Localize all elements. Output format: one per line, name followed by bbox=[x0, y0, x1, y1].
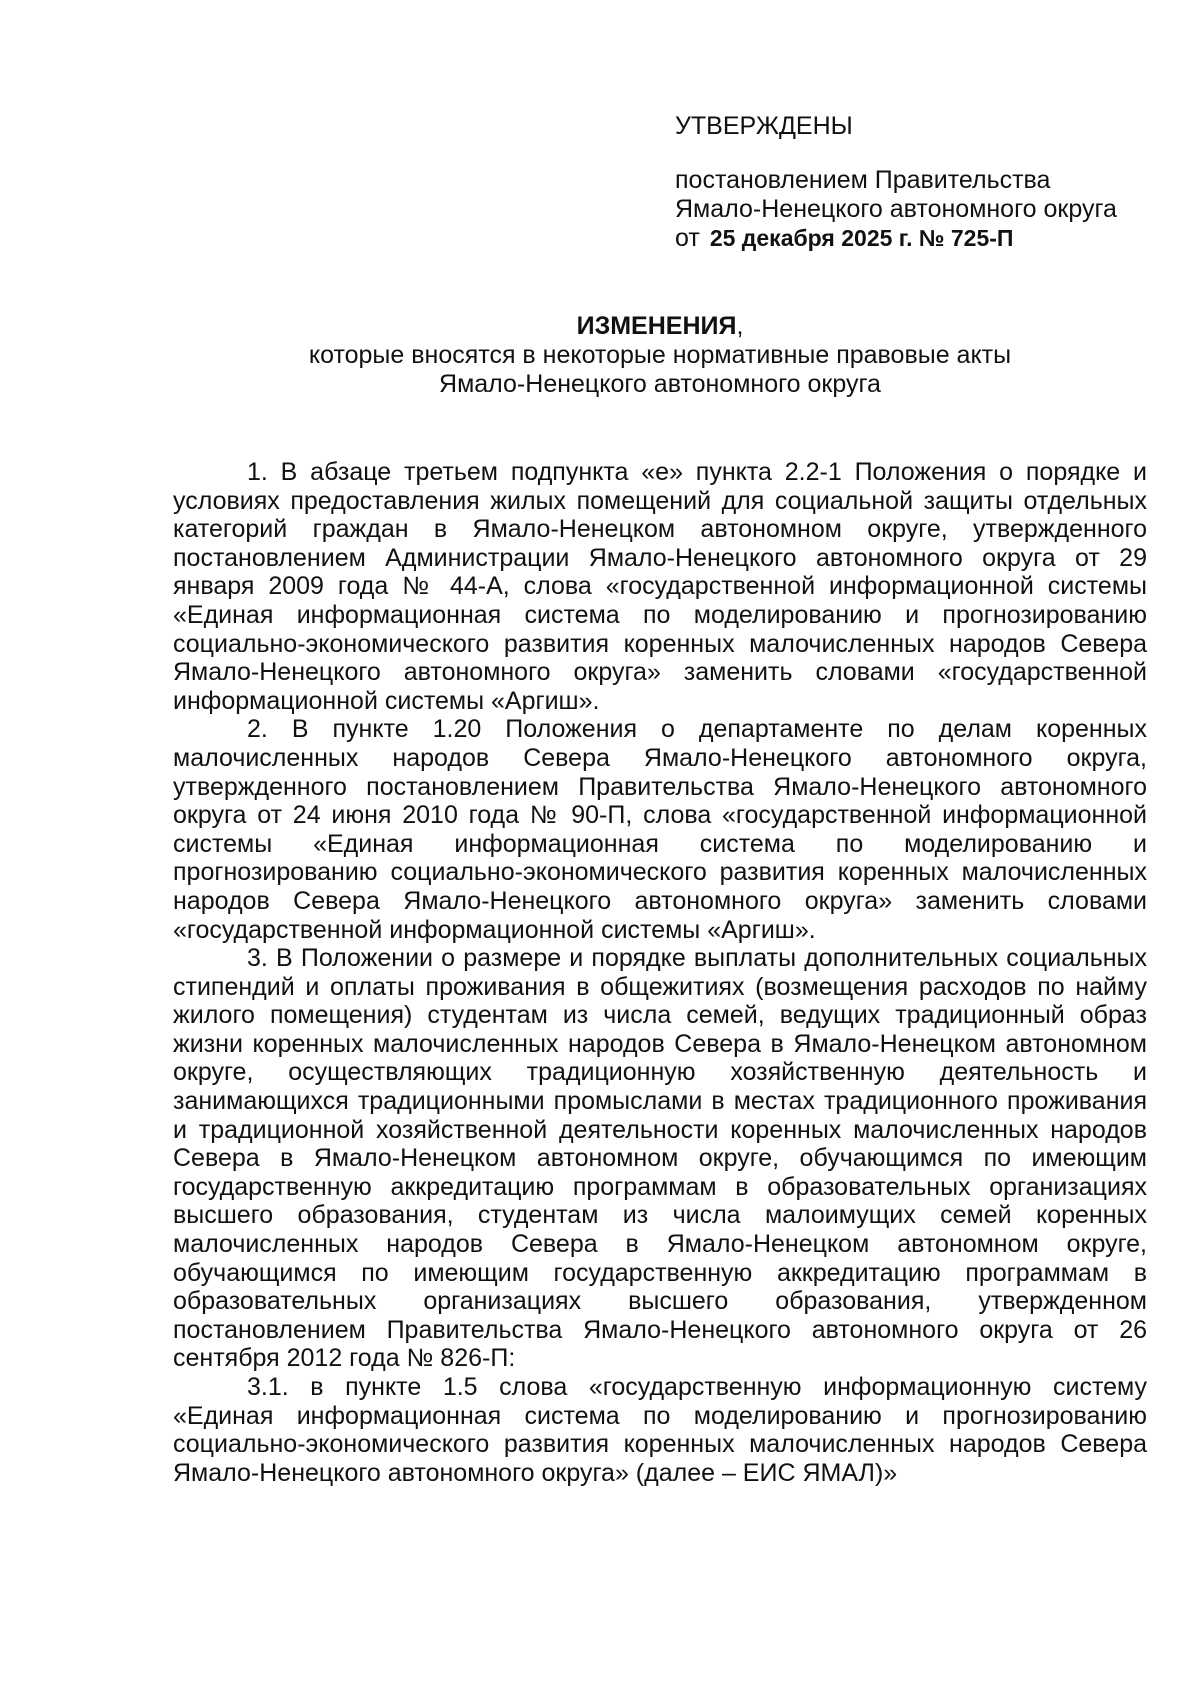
heading-title-suffix: , bbox=[736, 312, 744, 340]
approval-line-1: постановлением Правительства bbox=[675, 166, 1051, 194]
document-heading bbox=[0, 312, 1200, 399]
approval-date: 25 декабря 2025 г. № 725-П bbox=[709, 225, 1014, 251]
heading-line-2: которые вносятся в некоторые нормативные правовые акты bbox=[308, 341, 1012, 369]
heading-title: ИЗМЕНЕНИЯ bbox=[576, 312, 737, 340]
heading-title-line bbox=[0, 312, 1200, 341]
paragraph-3-1: 3.1. в пункте 1.5 слова «государственную информационную систему «Единая информационная система по моделированию и прогнозированию социально-экономического развития коренных малочисленных народов Севера Ямало-Ненецкого автономного округа» (далее – ЕИС ЯМАЛ)» bbox=[173, 1373, 1147, 1487]
approval-line-2: Ямало-Ненецкого автономного округа bbox=[675, 195, 1117, 223]
heading-line-3: Ямало-Ненецкого автономного округа bbox=[439, 370, 881, 398]
approval-stamp: УТВЕРЖДЕНЫ bbox=[675, 112, 853, 140]
paragraph-2: 2. В пункте 1.20 Положения о департаменте по делам коренных малочисленных народов Севера Ямало-Ненецкого автономного округа, утвержденного постановлением Правительства Ямало-Ненецкого автономного округа от 24 июня 2010 года № 90-П, слова «государственной информационной системы «Единая информационная система по моделированию и прогнозированию социально-экономического развития коренных малочисленных народов Севера Ямало-Ненецкого автономного округа» заменить словами «государственной информационной системы «Аргиш». bbox=[173, 715, 1147, 944]
document-body bbox=[173, 458, 1147, 1487]
approval-date-line bbox=[675, 224, 1175, 253]
approval-date-prefix: от bbox=[675, 224, 700, 252]
approval-block bbox=[675, 112, 1175, 253]
paragraph-3: 3. В Положении о размере и порядке выплаты дополнительных социальных стипендий и оплаты проживания в общежитиях (возмещения расходов по найму жилого помещения) студентам из числа семей, ведущих традиционный образ жизни коренных малочисленных народов Севера в Ямало-Ненецком автономном округе, осуществляющих традиционную хозяйственную деятельность и занимающихся традиционными промыслами в местах традиционного проживания и традиционной хозяйственной деятельности коренных малочисленных народов Севера в Ямало-Ненецком автономном округе, обучающимся по имеющим государственную аккредитацию программам в образовательных организациях высшего образования, студентам из числа малоимущих семей коренных малочисленных народов Севера в Ямало-Ненецком автономном округе, обучающимся по имеющим государственную аккредитацию программам в образовательных организациях высшего образования, утвержденном постановлением Правительства Ямало-Ненецкого автономного округа от 26 сентября 2012 года № 826-П: bbox=[173, 944, 1147, 1373]
paragraph-1: 1. В абзаце третьем подпункта «е» пункта 2.2-1 Положения о порядке и условиях предоставления жилых помещений для социальной защиты отдельных категорий граждан в Ямало-Ненецком автономном округе, утвержденного постановлением Администрации Ямало-Ненецкого автономного округа от 29 января 2009 года № 44-А, слова «государственной информационной системы «Единая информационная система по моделированию и прогнозированию социально-экономического развития коренных малочисленных народов Севера Ямало-Ненецкого автономного округа» заменить словами «государственной информационной системы «Аргиш». bbox=[173, 458, 1147, 715]
